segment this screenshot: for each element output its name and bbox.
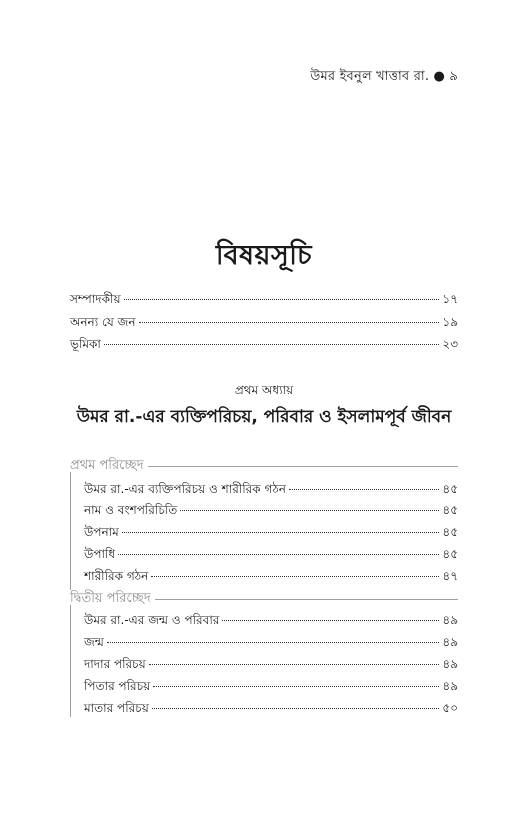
- toc-entry-page: ৫০: [442, 701, 458, 715]
- toc-entry-page: ৪৫: [442, 482, 458, 496]
- toc-entry-label: উপনাম: [84, 525, 119, 539]
- toc-entry-page: ৪৯: [442, 613, 458, 627]
- toc-entry-page: ৪৫: [442, 547, 458, 561]
- toc-entry-page: ১৭: [442, 292, 458, 306]
- dot-leader: [149, 664, 440, 665]
- toc-entry-label: সম্পাদকীয়: [70, 292, 121, 306]
- dot-leader: [139, 322, 440, 323]
- section-rule: [148, 466, 458, 467]
- toc-entry-label: উমর রা.-এর ব্যক্তিপরিচয় ও শারীরিক গঠন: [84, 482, 286, 496]
- toc-entry[interactable]: [84, 568, 458, 588]
- toc-entry[interactable]: [84, 700, 458, 720]
- dot-leader: [124, 299, 440, 300]
- toc-entry-label: পিতার পরিচয়: [84, 679, 151, 693]
- toc-entry-introduction[interactable]: [70, 336, 458, 356]
- section-heading-label: প্রথম পরিচ্ছেদ: [70, 458, 144, 473]
- toc-entry-label: অনন্য যে জন: [70, 315, 136, 329]
- chapter-title: উমর রা.-এর ব্যক্তিপরিচয়, পরিবার ও ইসলামপূর্ব জীবন: [76, 407, 452, 427]
- chapter-kicker: প্রথম অধ্যায়: [234, 383, 294, 397]
- toc-entry-label: ভূমিকা: [70, 337, 101, 351]
- running-head: উমর ইবনুল খাত্তাব রা. ● ৯: [310, 69, 458, 84]
- dot-leader: [152, 708, 440, 709]
- toc-entry-label: দাদার পরিচয়: [84, 657, 146, 671]
- toc-entry-page: ৪৫: [442, 503, 458, 517]
- toc-entry-unique-person[interactable]: [70, 314, 458, 334]
- dot-leader: [153, 686, 439, 687]
- dot-leader: [151, 576, 439, 577]
- toc-entry-editorial[interactable]: [70, 291, 458, 311]
- toc-entry[interactable]: [84, 546, 458, 566]
- dot-leader: [122, 532, 440, 533]
- toc-entry-page: ৪৯: [442, 635, 458, 649]
- dot-leader: [180, 510, 439, 511]
- toc-entry[interactable]: [84, 524, 458, 544]
- page-title: বিষয়সূচি: [215, 240, 313, 271]
- dot-leader: [222, 620, 439, 621]
- toc-entry-page: ৪৫: [442, 525, 458, 539]
- toc-entry[interactable]: [84, 612, 458, 632]
- dot-leader: [118, 554, 439, 555]
- toc-entry[interactable]: [84, 656, 458, 676]
- toc-entry-page: ৪৯: [442, 679, 458, 693]
- section-rule: [155, 599, 458, 600]
- toc-entry-page: ২৩: [442, 337, 458, 351]
- toc-entry-label: নাম ও বংশপরিচিতি: [84, 503, 178, 517]
- toc-entry-label: শারীরিক গঠন: [84, 569, 149, 583]
- toc-entry-label: মাতার পরিচয়: [84, 701, 149, 715]
- dot-leader: [107, 642, 440, 643]
- toc-entry[interactable]: [84, 481, 458, 501]
- toc-entry-page: ৪৭: [442, 569, 458, 583]
- dot-leader: [104, 344, 439, 345]
- toc-entry-label: উপাধি: [84, 547, 116, 561]
- dot-leader: [289, 489, 439, 490]
- toc-entry[interactable]: [84, 634, 458, 654]
- toc-entry-page: ১৯: [442, 315, 458, 329]
- toc-entry-label: উমর রা.-এর জন্ম ও পরিবার: [84, 613, 220, 627]
- toc-entry[interactable]: [84, 502, 458, 522]
- toc-entry[interactable]: [84, 678, 458, 698]
- section-heading-label: দ্বিতীয় পরিচ্ছেদ: [70, 591, 151, 606]
- toc-entry-page: ৪৯: [442, 657, 458, 671]
- toc-entry-label: জন্ম: [84, 635, 104, 649]
